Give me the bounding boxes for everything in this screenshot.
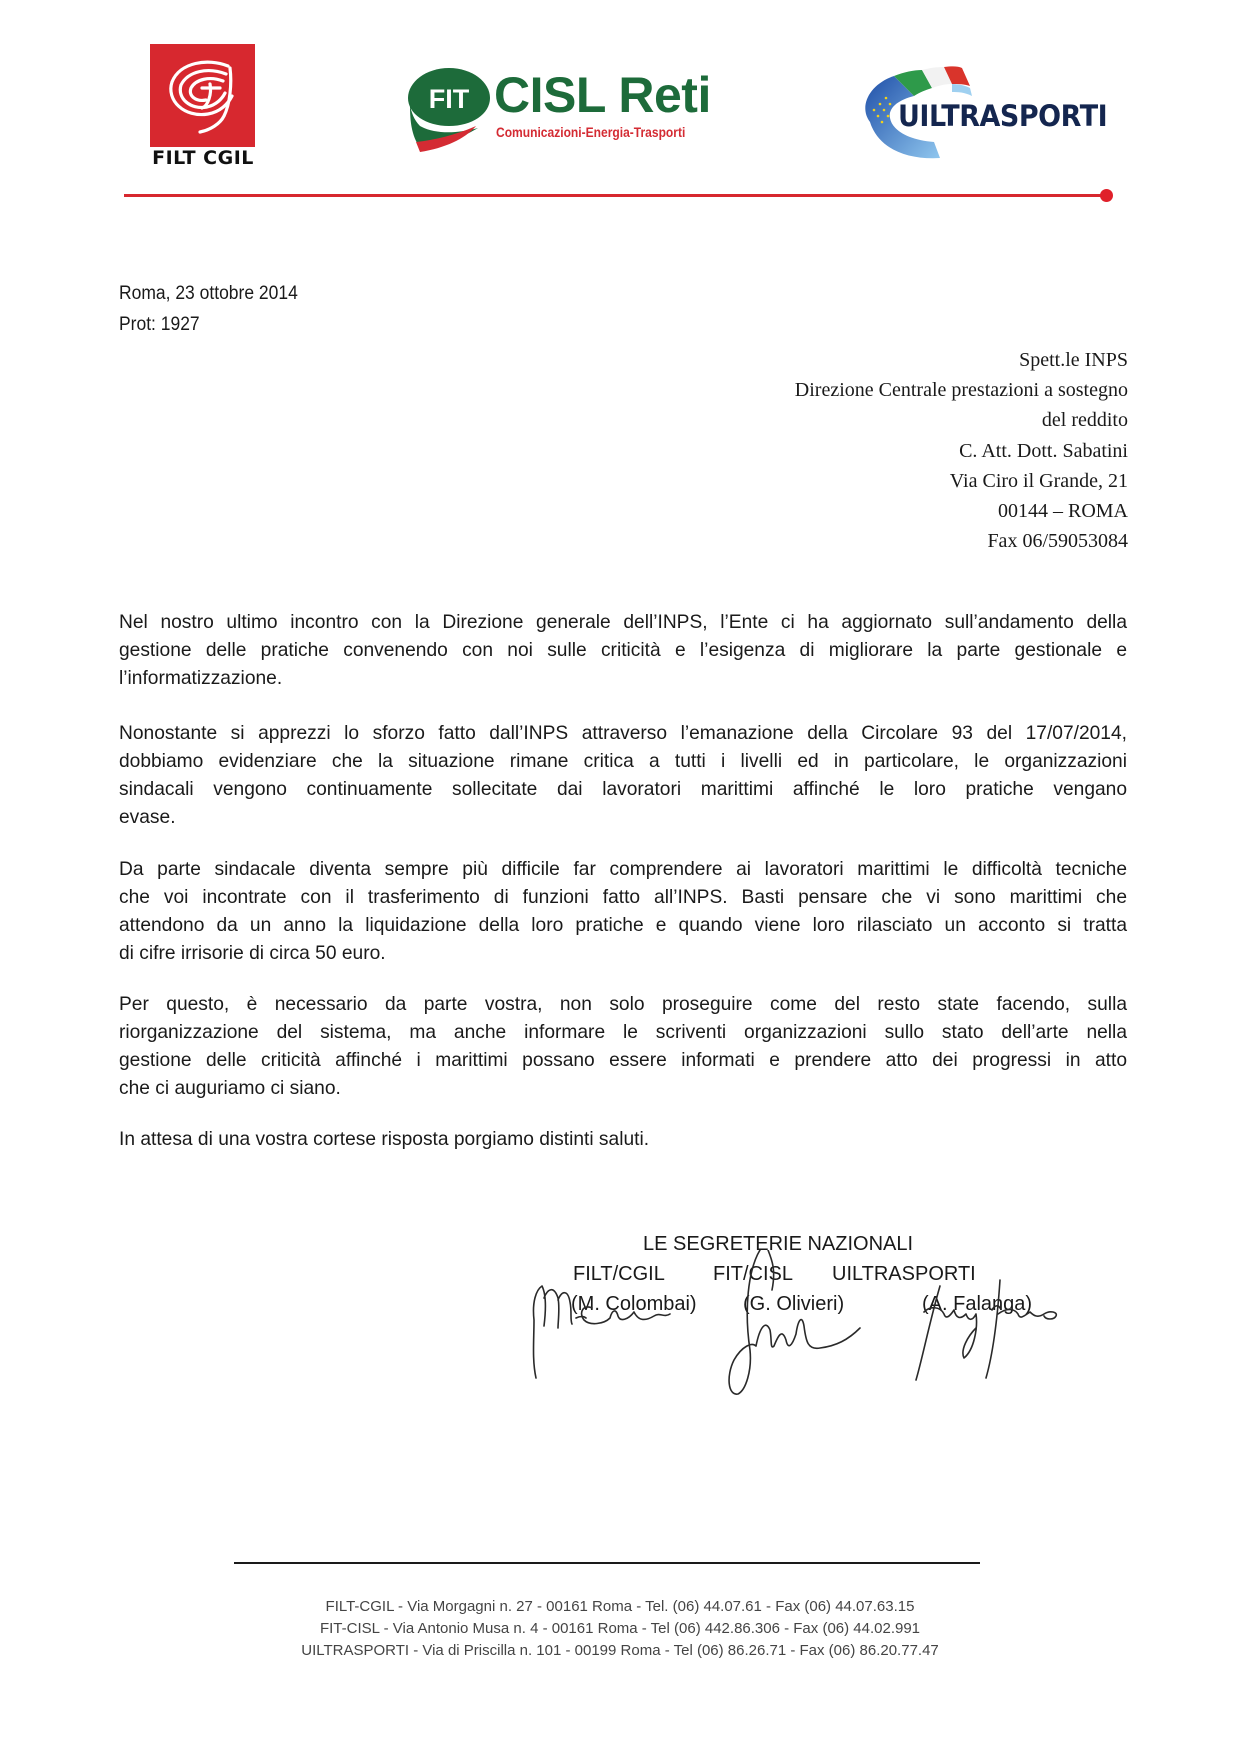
fit-bubble-icon: [406, 64, 492, 156]
paragraph-line: che ci auguriamo ci siano.: [119, 1078, 341, 1099]
fit-badge-text: FIT: [428, 84, 470, 114]
cisl-reti-title: CISL Reti: [494, 67, 711, 123]
paragraph-line: dobbiamo evidenziare che la situazione rimane critica a tutti i livelli ed in particolare, le organizzazioni: [119, 751, 1127, 772]
signatory-name: (G. Olivieri): [743, 1293, 845, 1315]
header-divider: [124, 194, 1104, 197]
paragraph-line: evase.: [119, 807, 176, 828]
uiltrasporti-wordmark: UILTRASPORTI: [898, 99, 1108, 133]
paragraph-line: gestione delle pratiche convenendo con noi sulle criticità e l’esigenza di migliorare la parte gestionale e: [119, 640, 1127, 661]
paragraph-line: Nonostante si apprezzi lo sforzo fatto dall’INPS attraverso l’emanazione della Circolare 93 del 17/07/2014,: [119, 723, 1127, 744]
signature-falanga: [916, 1280, 1056, 1380]
closing-line: In attesa di una vostra cortese risposta porgiamo distinti saluti.: [119, 1129, 650, 1150]
paragraph-line: che voi incontrate con il trasferimento di funzioni fatto all’INPS. Basti pensare che vi sono marittimi che: [119, 887, 1127, 908]
footer-divider: [234, 1562, 980, 1564]
signatory-name: (M. Colombai): [571, 1293, 697, 1315]
paragraph-line: attendono da un anno la liquidazione della loro pratiche e quando viene loro rilasciato un acconto si tratta: [119, 915, 1127, 936]
cisl-reti-subtitle: Comunicazioni-Energia-Trasporti: [496, 124, 686, 140]
filt-cgil-logo: [150, 44, 256, 168]
signatory-name: (A. Falanga): [922, 1293, 1033, 1315]
filt-cgil-emblem: [150, 44, 255, 147]
signature-olivieri: [729, 1250, 860, 1394]
body-paragraph-1: [119, 609, 1127, 693]
uiltrasporti-logo: [848, 62, 1120, 162]
handwritten-signatures: [520, 1250, 1120, 1410]
paragraph-line: Per questo, è necessario da parte vostra, non solo proseguire come del resto state facendo, sulla: [119, 994, 1127, 1015]
filt-cgil-logo-text: FILT CGIL: [152, 147, 254, 169]
recipient-line: del reddito: [1041, 409, 1128, 432]
body-paragraph-3: [119, 856, 1127, 968]
protocol-number: Prot: 1927: [119, 314, 200, 335]
recipient-line: Direzione Centrale prestazioni a sostegno: [794, 379, 1128, 402]
footer-address-filt-cgil: FILT-CGIL - Via Morgagni n. 27 - 00161 Roma - Tel. (06) 44.07.61 - Fax (06) 44.07.63.15: [325, 1598, 915, 1615]
body-paragraph-4: [119, 991, 1127, 1103]
paragraph-line: gestione delle criticità affinché i marittimi possano essere informati e prendere atto dei progressi in atto: [119, 1050, 1127, 1071]
paragraph-line: Da parte sindacale diventa sempre più difficile far comprendere ai lavoratori marittimi le difficoltà tecniche: [119, 859, 1127, 880]
signature-colombai: [533, 1286, 670, 1378]
recipient-line: Via Ciro il Grande, 21: [949, 469, 1128, 492]
paragraph-line: di cifre irrisorie di circa 50 euro.: [119, 943, 386, 964]
recipient-line: C. Att. Dott. Sabatini: [959, 439, 1128, 462]
footer-address-uiltrasporti: UILTRASPORTI - Via di Priscilla n. 101 - 00199 Roma - Tel (06) 86.26.71 - Fax (06) 86.20.77.47: [301, 1642, 939, 1659]
body-paragraph-2: [119, 720, 1127, 832]
paragraph-line: riorganizzazione del sistema, ma anche informare le scriventi organizzazioni sullo stato dell’arte nella: [119, 1022, 1127, 1043]
signature-heading: LE SEGRETERIE NAZIONALI: [643, 1233, 914, 1255]
recipient-line: 00144 – ROMA: [997, 500, 1128, 523]
fit-cisl-reti-logo: [406, 64, 732, 156]
recipient-address: [795, 345, 1128, 556]
paragraph-line: sindacali vengono continuamente sollecitate dai lavoratori marittimi affinché le loro pratiche vengano: [119, 779, 1127, 800]
letter-date: Roma, 23 ottobre 2014: [119, 283, 298, 304]
header-divider-dot: [1100, 189, 1113, 202]
paragraph-line: Nel nostro ultimo incontro con la Direzione generale dell’INPS, l’Ente ci ha aggiornato sull’andamento della: [119, 612, 1127, 633]
signature-org: FILT/CGIL: [573, 1263, 665, 1285]
signature-org: UILTRASPORTI: [832, 1263, 976, 1285]
filt-cgil-swirl-icon: [150, 44, 255, 147]
footer-address-fit-cisl: FIT-CISL - Via Antonio Musa n. 4 - 00161 Roma - Tel (06) 442.86.306 - Fax (06) 44.02.991: [319, 1620, 921, 1637]
paragraph-line: l’informatizzazione.: [119, 668, 283, 689]
recipient-line: Spett.le INPS: [1019, 349, 1128, 371]
signature-org: FIT/CISL: [713, 1263, 794, 1285]
recipient-line: Fax 06/59053084: [987, 530, 1128, 553]
